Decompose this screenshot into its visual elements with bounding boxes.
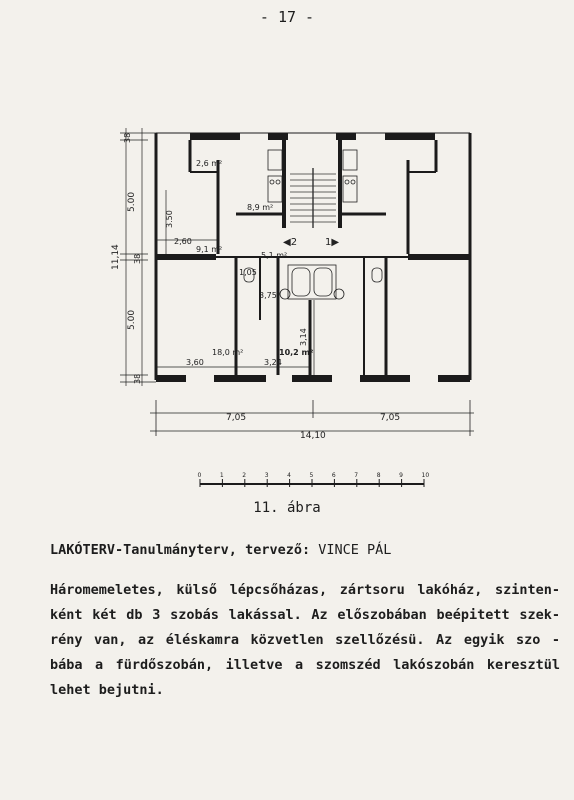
bottom-wall-segment [360,375,410,382]
bottom-wall-segment [156,375,186,382]
kitchen-area-label: 8,9 m² [247,203,274,212]
description-line: bába a fürdőszobán, illetve a szomszéd lakószobán keresztül [50,657,560,673]
top-wall-dimension: 38 [123,132,132,143]
bottom-wall-dimension: 38 [133,373,142,384]
room-depth-dimension: 3,14 [299,328,308,346]
stair-label-right: 1▶ [325,237,340,248]
scale-tick-label: 6 [331,472,336,479]
room-width-mid-dimension: 3,24 [264,358,282,367]
scale-tick-label: 3 [264,472,269,479]
top-wall-segment [190,133,240,140]
project-title: LAKÓTERV-Tanulmányterv, tervező: [50,542,311,558]
lower-depth-dimension: 5.00 [127,309,137,330]
room-area-label: 10,2 m² [279,348,314,357]
half-width-left-dimension: 7,05 [226,413,247,423]
description-paragraph [50,578,560,703]
room-width-left-dimension: 3,60 [186,358,204,367]
bottom-wall-segment [292,375,332,382]
middle-wall [156,254,216,260]
scale-tick-label: 8 [376,472,381,479]
upper-depth-dimension: 5.00 [127,191,137,212]
scale-tick-label: 1 [219,472,224,479]
bottom-wall-segment [214,375,266,382]
description-line: rény van, az éléskamra közvetlen szellőzésü. Az egyik szo - [50,632,560,648]
middle-wall [408,254,470,260]
entry-area-label: 5,1 m² [261,251,288,260]
bottom-wall-segment [438,375,470,382]
scale-tick-label: 9 [399,472,403,479]
staircase [290,168,336,228]
total-depth-dimension: 11,14 [111,244,121,270]
hall-area-label: 9,1 m² [196,245,223,254]
page-number: - 17 - [259,8,315,26]
half-width-right-dimension: 7,05 [380,413,401,423]
project-author: VINCE PÁL [318,542,392,558]
scale-bar [198,472,430,487]
stair-label-left: ◀2 [283,237,298,248]
scale-tick-label: 0 [197,472,202,479]
description-line: Háromemeletes, külső lépcsőházas, zártsoru lakóház, szinten- [50,582,560,598]
figure-caption: 11. ábra [253,500,321,516]
scale-tick-label: 7 [354,472,359,479]
hall-height-dimension: 3.50 [165,210,174,228]
scale-tick-label: 2 [242,472,247,479]
description-line: lehet bejutni. [50,682,164,698]
living-area-label: 18,0 m² [212,348,244,357]
description-line: ként két db 3 szobás lakással. Az előszobában beépitett szek- [50,607,560,623]
pantry-area-label: 2,6 m² [196,159,223,168]
mid-wall-dimension: 38 [133,253,142,264]
top-wall-segment [336,133,356,140]
top-wall-segment [268,133,288,140]
hall-width-dimension: 2,60 [174,237,192,246]
scale-tick-label: 4 [287,472,291,479]
scale-tick-label: 5 [309,472,314,479]
scale-tick-label: 10 [421,472,430,479]
project-credit [50,542,391,558]
top-wall-segment [385,133,435,140]
total-width-dimension: 14,10 [300,431,326,441]
bath-area-label: 3,75 [259,291,277,300]
wc-area-label: 1,05 [239,268,257,277]
